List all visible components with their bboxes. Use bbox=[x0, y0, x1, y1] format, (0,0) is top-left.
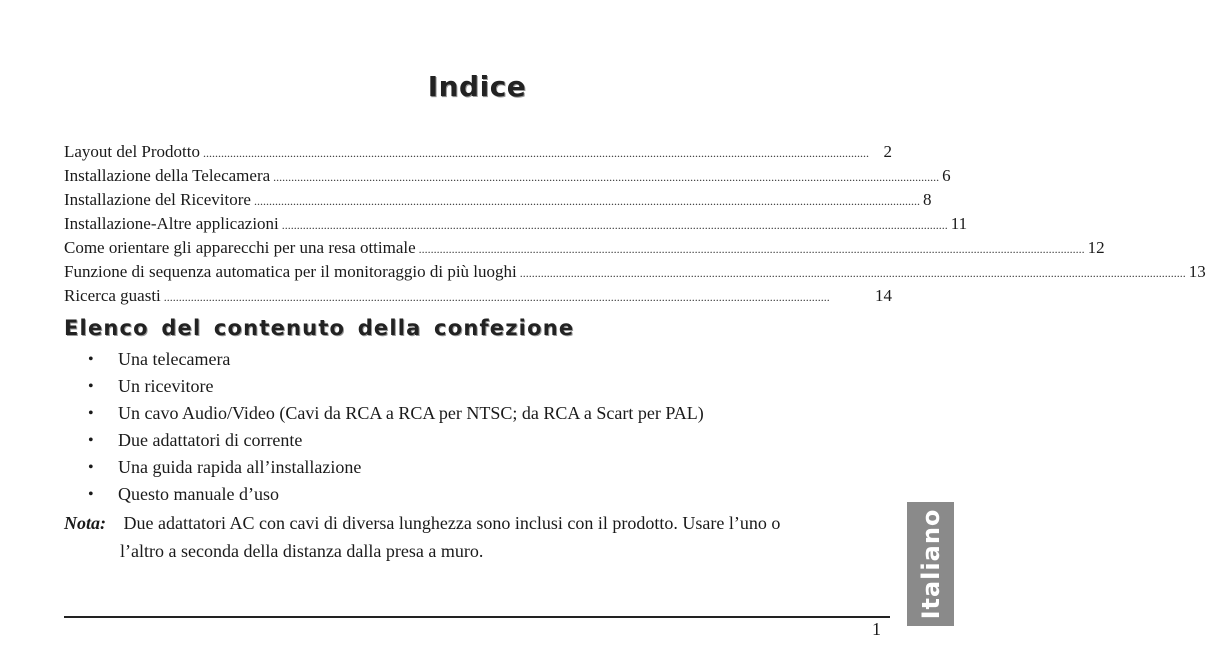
toc-entry-label: Ricerca guasti bbox=[64, 286, 161, 305]
toc-entry-label: Layout del Prodotto bbox=[64, 142, 200, 161]
toc-entry-page: 12 bbox=[1087, 238, 1105, 257]
toc-entry-page: 2 bbox=[883, 142, 892, 161]
list-item bbox=[88, 400, 704, 427]
toc-entry-label: Installazione-Altre applicazioni bbox=[64, 214, 279, 233]
note-paragraph bbox=[64, 509, 894, 565]
list-item bbox=[88, 346, 704, 373]
toc-entry[interactable] bbox=[64, 212, 968, 236]
toc-entry[interactable] bbox=[64, 140, 892, 164]
note-text-2: l’altro a seconda della distanza dalla presa a muro. bbox=[120, 541, 484, 561]
bullet-icon: • bbox=[88, 432, 94, 449]
toc-leader-dots: .............................................................................................................................................................................................................................. bbox=[281, 218, 948, 232]
language-tab-label: Italiano bbox=[916, 508, 945, 620]
bullet-icon: • bbox=[88, 459, 94, 476]
toc-entry[interactable] bbox=[64, 188, 932, 212]
page-title: Indice bbox=[427, 70, 527, 103]
table-of-contents bbox=[64, 140, 1206, 308]
section-heading-contents: Elenco del contenuto della confezione bbox=[64, 316, 575, 340]
bullet-icon: • bbox=[88, 486, 94, 503]
bullet-icon: • bbox=[88, 405, 94, 422]
note-text-1: Due adattatori AC con cavi di diversa lunghezza sono inclusi con il prodotto. Usare l’uno o bbox=[123, 513, 781, 533]
list-item bbox=[88, 427, 704, 454]
toc-entry-page: 11 bbox=[950, 214, 968, 233]
toc-entry-label: Come orientare gli apparecchi per una resa ottimale bbox=[64, 238, 416, 257]
toc-entry[interactable] bbox=[64, 260, 1206, 284]
toc-entry-label: Funzione di sequenza automatica per il monitoraggio di più luoghi bbox=[64, 262, 517, 281]
toc-leader-dots: .............................................................................................................................................................................................................................. bbox=[519, 266, 1186, 280]
list-item-text: Un ricevitore bbox=[118, 376, 214, 396]
list-item-text: Un cavo Audio/Video (Cavi da RCA a RCA per NTSC; da RCA a Scart per PAL) bbox=[118, 403, 704, 423]
note-line-1 bbox=[64, 509, 894, 537]
page-number: 1 bbox=[872, 619, 881, 639]
footer-rule bbox=[64, 616, 890, 618]
list-item bbox=[88, 481, 704, 508]
bullet-icon: • bbox=[88, 351, 94, 368]
bullet-icon: • bbox=[88, 378, 94, 395]
toc-entry[interactable] bbox=[64, 284, 892, 308]
toc-entry-label: Installazione del Ricevitore bbox=[64, 190, 251, 209]
note-label: Nota: bbox=[64, 513, 106, 533]
toc-entry-page: 8 bbox=[922, 190, 932, 209]
toc-leader-dots: .............................................................................................................................................................................................................................. bbox=[163, 290, 830, 304]
list-item-text: Una guida rapida all’installazione bbox=[118, 457, 362, 477]
list-item-text: Una telecamera bbox=[118, 349, 231, 369]
toc-leader-dots: .............................................................................................................................................................................................................................. bbox=[202, 146, 869, 160]
package-contents-list bbox=[88, 346, 704, 508]
toc-entry[interactable] bbox=[64, 164, 951, 188]
toc-entry-page: 6 bbox=[942, 166, 951, 185]
toc-leader-dots: .............................................................................................................................................................................................................................. bbox=[253, 194, 920, 208]
toc-entry[interactable] bbox=[64, 236, 1105, 260]
list-item bbox=[88, 454, 704, 481]
toc-entry-page: 13 bbox=[1188, 262, 1206, 281]
language-tab bbox=[907, 502, 954, 626]
toc-leader-dots: .............................................................................................................................................................................................................................. bbox=[273, 170, 940, 184]
toc-entry-page: 14 bbox=[875, 286, 892, 305]
toc-leader-dots: .............................................................................................................................................................................................................................. bbox=[418, 242, 1085, 256]
list-item bbox=[88, 373, 704, 400]
list-item-text: Due adattatori di corrente bbox=[118, 430, 303, 450]
toc-entry-label: Installazione della Telecamera bbox=[64, 166, 271, 185]
list-item-text: Questo manuale d’uso bbox=[118, 484, 279, 504]
